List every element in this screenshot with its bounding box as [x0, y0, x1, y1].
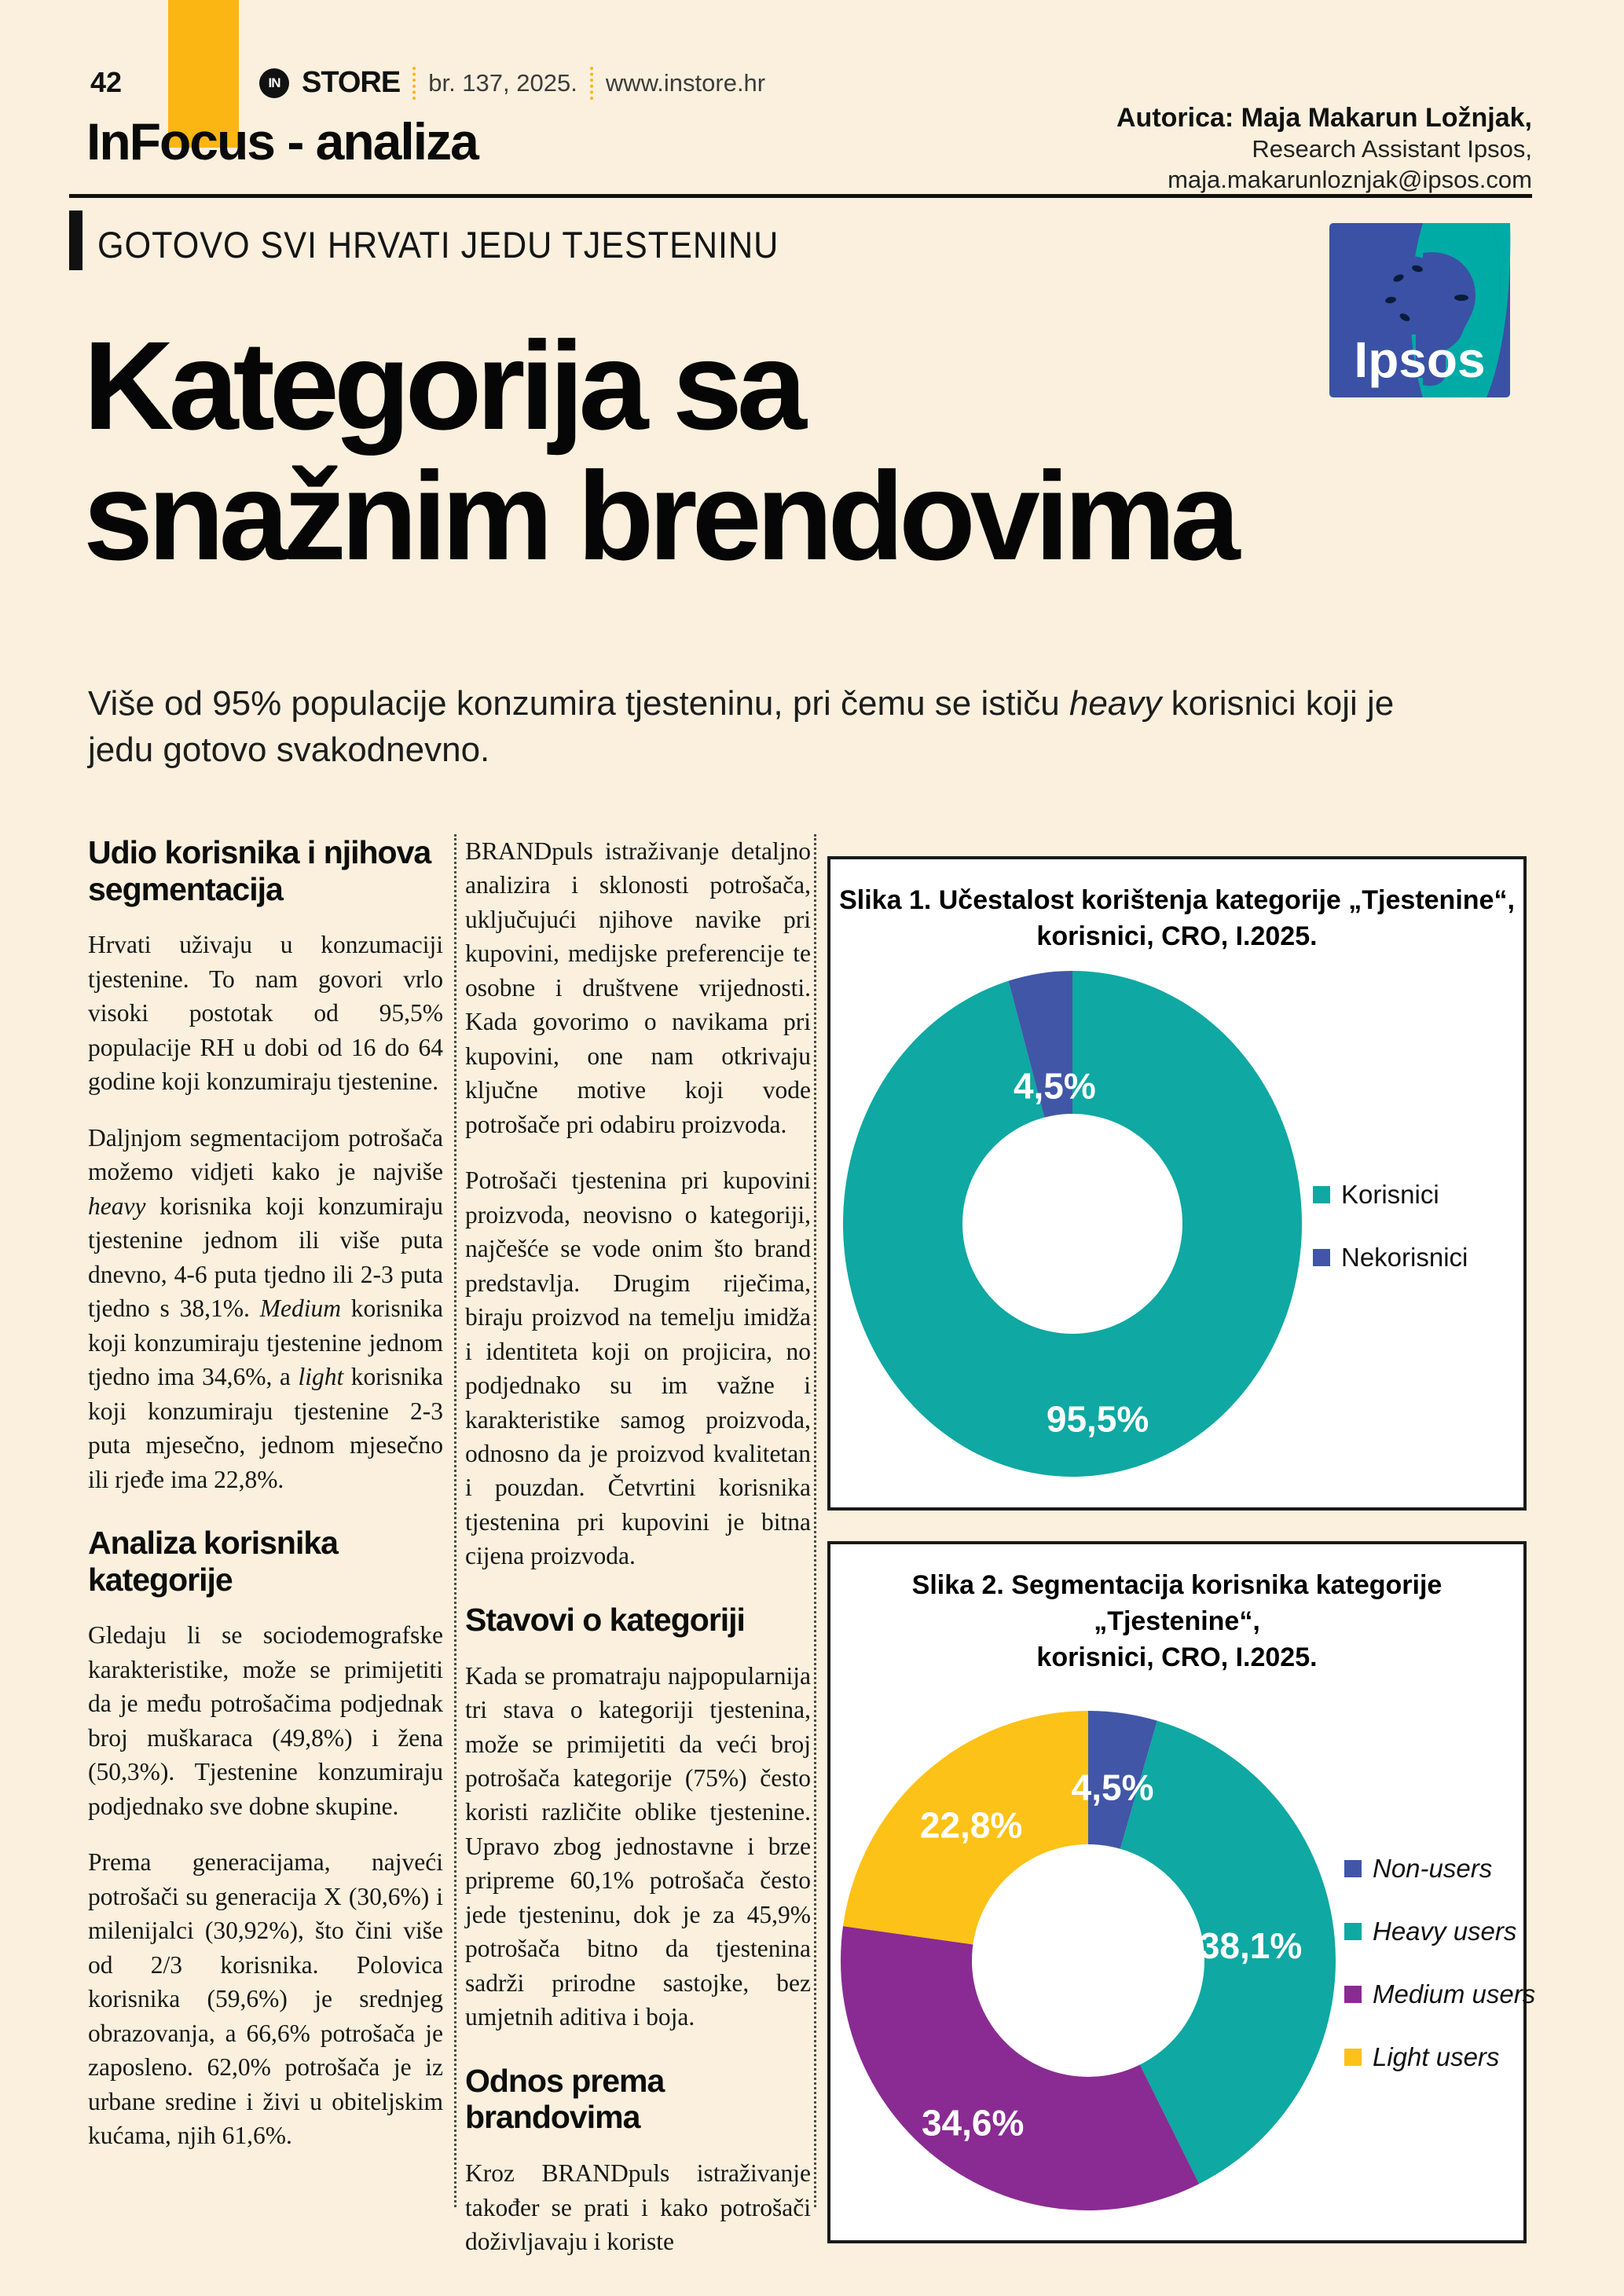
column-divider	[814, 834, 816, 2207]
section-title: InFocus - analiza	[86, 112, 478, 170]
column-heading: Analiza korisnika kategorije	[88, 1524, 338, 1598]
legend-swatch	[1344, 2049, 1362, 2066]
legend-label: Light users	[1373, 2041, 1500, 2071]
legend-item	[1344, 1854, 1535, 1884]
paragraph: BRANDpuls istraživanje detaljno analizira i sklonosti potrošača, uključujući njihove navike pri kupovini, medijske preferencije te osobne i društvene vrijednosti. Kada govorimo o navikama pri kupovini, one nam otkrivaju ključne motive koji vode potrošače pri odabiru proizvoda.	[465, 837, 811, 1138]
legend-item	[1313, 1180, 1468, 1210]
masthead-separator	[412, 67, 416, 100]
column-heading: Udio korisnika i njihova segmentacija	[88, 834, 431, 907]
legend-label: Heavy users	[1373, 1916, 1517, 1946]
instore-circle-logo: IN	[259, 68, 289, 98]
legend-item	[1313, 1243, 1468, 1273]
legend-item	[1344, 1917, 1535, 1946]
ipsos-logo	[1329, 223, 1516, 397]
figure-1-donut	[830, 969, 1308, 1483]
legend-label: Non-users	[1373, 1853, 1493, 1883]
legend-swatch	[1344, 1923, 1362, 1940]
legend-label: Nekorisnici	[1341, 1242, 1468, 1272]
legend-item	[1344, 2042, 1535, 2072]
ipsos-wordmark: Ipsos	[1354, 331, 1486, 388]
column-divider	[454, 834, 456, 2207]
figure-2-title: Slika 2. Segmentacija korisnika kategorije „Tjestenine“, korisnici, CRO, I.2025.	[911, 1570, 1443, 1672]
paragraph: Potrošači tjestenina pri kupovini proizvoda, neovisno o kategoriji, najčešće se vode onim što brand predstavlja. Drugim riječima, biraju proizvod na temelju imidža i identiteta koji on projicira, no podjednako su im važne i karakteristike samog proizvoda, odnosno da je proizvod kvalitetan i pouzdan. Četvrtini korisnika tjestenina pri kupovini je bitna cijena proizvoda.	[465, 1166, 811, 1570]
legend-item	[1344, 1979, 1535, 2009]
kicker-bar	[69, 211, 82, 270]
paragraph: Gledaju li se sociodemografske karakteristike, može se primijetiti da je među potrošačima podjednak broj muškaraca (49,8%) i žena (50,3%). Tjestenine konzumiraju podjednako sve dobne skupine.	[88, 1621, 443, 1820]
legend-swatch	[1344, 1986, 1362, 2003]
masthead-separator	[590, 67, 593, 100]
slice-label: 38,1%	[1199, 1925, 1303, 1967]
middle-column	[465, 834, 811, 2281]
paragraph: Kada se promatraju najpopularnija tri stava o kategoriji tjestenina, može se primijetiti da veći broj potrošača kategorije (75%) često koristi različite oblike tjestenine. Upravo zbog jednostavne i brze pripreme 60,1% potrošača često jede tjesteninu, dok je za 45,9% potrošača bitno da tjestenina sadrži prirodne sastojke, bez umjetnih aditiva i boja.	[465, 1661, 811, 2031]
legend-swatch	[1313, 1249, 1330, 1266]
column-heading: Stavovi o kategoriji	[465, 1601, 745, 1638]
author-block	[1116, 102, 1532, 195]
paragraph: Kroz BRANDpuls istraživanje također se prati i kako potrošači doživljavaju i koriste	[465, 2159, 811, 2256]
slice-label: 4,5%	[1013, 1065, 1096, 1107]
article-lede: Više od 95% populacije konzumira tjesteninu, pri čemu se ističu heavy korisnici koji je jedu gotovo svakodnevno.	[88, 684, 1395, 770]
header-rule	[69, 194, 1532, 198]
author-name: Autorica: Maja Makarun Ložnjak,	[1116, 103, 1532, 133]
figure-1-box	[827, 856, 1527, 1511]
slice-label: 95,5%	[1046, 1398, 1149, 1440]
figure-2-legend	[1340, 1854, 1535, 2072]
legend-label: Korisnici	[1341, 1179, 1439, 1209]
headline-line-2: snažnim brendovima	[83, 445, 1235, 587]
left-column	[88, 834, 443, 2174]
figure-1-legend	[1308, 1180, 1468, 1273]
legend-swatch	[1344, 1860, 1362, 1877]
website-url[interactable]: www.instore.hr	[605, 68, 766, 97]
kicker-text: GOTOVO SVI HRVATI JEDU TJESTENINU	[97, 224, 779, 265]
author-email[interactable]: maja.makarunloznjak@ipsos.com	[1168, 165, 1532, 193]
headline-line-1: Kategorija sa	[83, 315, 801, 456]
paragraph: Hrvati uživaju u konzumaciji tjestenine. To nam govori vrlo visoki postotak od 95,5% populacije RH u dobi od 16 do 64 godine koji konzumiraju tjestenine.	[88, 931, 443, 1096]
column-heading: Odnos prema brandovima	[465, 2062, 665, 2136]
figure-1-title: Slika 1. Učestalost korištenja kategorije „Tjestenine“, korisnici, CRO, I.2025.	[839, 885, 1515, 951]
paragraph: Prema generacijama, najveći potrošači su generacija X (30,6%) i milenijalci (30,92%), što čini više od 2/3 korisnika. Polovica korisnika (59,6%) je srednjeg obrazovanja, a 66,6% potrošača je zaposleno. 62,0% potrošača je iz urbane sredine i živi u obiteljskim kućama, njih 61,6%.	[88, 1848, 443, 2149]
paragraph: Daljnjom segmentacijom potrošača možemo vidjeti kako je najviše heavy korisnika koji konzumiraju tjestenine jednom ili više puta dnevno, 4-6 puta tjedno ili 2-3 puta tjedno s 38,1%. Medium korisnika koji konzumiraju tjestenine jednom tjedno ima 34,6%, a light korisnika koji konzumiraju tjestenine 2-3 puta mjesečno, jednom mjesečno ili rjeđe ima 22,8%.	[88, 1123, 444, 1493]
article-headline	[83, 315, 1235, 587]
slice-label: 4,5%	[1071, 1767, 1154, 1808]
instore-wordmark: STORE	[302, 66, 401, 99]
legend-label: Medium users	[1373, 1979, 1536, 2009]
page-number: 42	[90, 66, 123, 98]
author-role: Research Assistant Ipsos,	[1252, 134, 1532, 163]
legend-swatch	[1313, 1186, 1330, 1203]
slice-label: 22,8%	[919, 1804, 1023, 1846]
figure-2-donut	[830, 1701, 1340, 2224]
issue-number: br. 137, 2025.	[428, 68, 577, 97]
figure-2-box	[827, 1541, 1536, 2243]
slice-label: 34,6%	[921, 2102, 1025, 2144]
masthead-brand-row	[259, 66, 765, 100]
